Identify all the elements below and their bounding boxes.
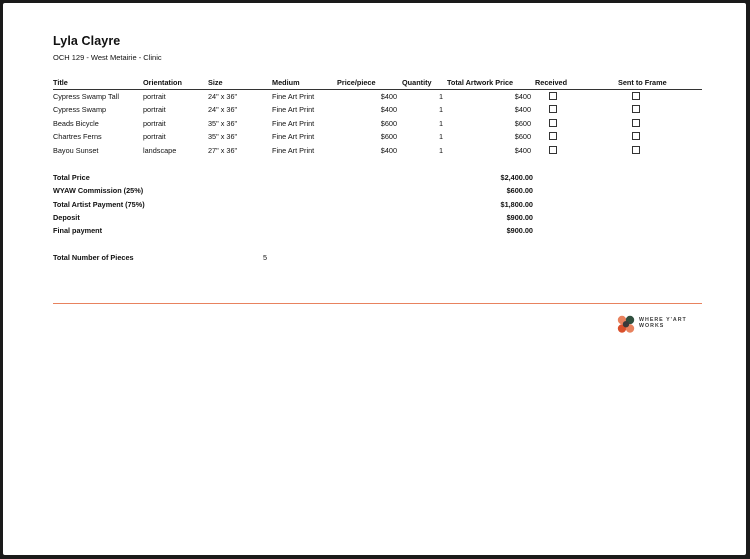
- cell-title: Bayou Sunset: [53, 146, 99, 155]
- received-checkbox[interactable]: [549, 119, 557, 127]
- cell-total: $600: [514, 132, 531, 141]
- cell-size: 24" x 36": [208, 105, 238, 114]
- total-pieces-label: Total Number of Pieces: [53, 253, 134, 262]
- cell-medium: Fine Art Print: [272, 119, 315, 128]
- cell-medium: Fine Art Print: [272, 132, 315, 141]
- header-received: Received: [535, 78, 568, 87]
- header-quantity: Quantity: [402, 78, 432, 87]
- artist-payment-value: $1,800.00: [500, 200, 533, 209]
- header-medium: Medium: [272, 78, 300, 87]
- cell-orientation: portrait: [143, 119, 166, 128]
- cell-title: Beads Bicycle: [53, 119, 99, 128]
- logo-line-1: WHERE Y'ART: [639, 317, 687, 323]
- sent-to-frame-checkbox[interactable]: [632, 119, 640, 127]
- sent-to-frame-checkbox[interactable]: [632, 132, 640, 140]
- header-sent-to-frame: Sent to Frame: [618, 78, 667, 87]
- cell-quantity: 1: [438, 146, 444, 155]
- artist-name: Lyla Clayre: [53, 34, 121, 48]
- cell-size: 35" x 36": [208, 132, 238, 141]
- logo-mark-icon: [617, 315, 637, 335]
- received-checkbox[interactable]: [549, 146, 557, 154]
- deposit-value: $900.00: [506, 213, 533, 222]
- cell-price: $400: [380, 105, 397, 114]
- cell-size: 24" x 36": [208, 92, 238, 101]
- deposit-label: Deposit: [53, 213, 80, 222]
- sent-to-frame-checkbox[interactable]: [632, 146, 640, 154]
- sent-to-frame-checkbox[interactable]: [632, 92, 640, 100]
- cell-orientation: portrait: [143, 105, 166, 114]
- cell-size: 35" x 36": [208, 119, 238, 128]
- cell-orientation: portrait: [143, 132, 166, 141]
- cell-price: $400: [380, 146, 397, 155]
- received-checkbox[interactable]: [549, 92, 557, 100]
- cell-orientation: landscape: [143, 146, 177, 155]
- cell-quantity: 1: [438, 105, 444, 114]
- cell-orientation: portrait: [143, 92, 166, 101]
- header-price-piece: Price/piece: [337, 78, 376, 87]
- total-price-label: Total Price: [53, 173, 90, 182]
- header-divider: [53, 89, 702, 90]
- cell-total: $400: [514, 92, 531, 101]
- cell-total: $600: [514, 119, 531, 128]
- cell-total: $400: [514, 146, 531, 155]
- total-pieces-value: 5: [263, 253, 268, 262]
- cell-price: $600: [380, 119, 397, 128]
- cell-quantity: 1: [438, 119, 444, 128]
- footer-divider: [53, 303, 702, 304]
- received-checkbox[interactable]: [549, 105, 557, 113]
- header-orientation: Orientation: [143, 78, 182, 87]
- cell-quantity: 1: [438, 132, 444, 141]
- cell-medium: Fine Art Print: [272, 92, 315, 101]
- header-size: Size: [208, 78, 223, 87]
- header-title: Title: [53, 78, 68, 87]
- logo-wordmark: [639, 317, 687, 330]
- cell-medium: Fine Art Print: [272, 146, 315, 155]
- header-total-artwork-price: Total Artwork Price: [447, 78, 514, 87]
- commission-value: $600.00: [506, 186, 533, 195]
- cell-title: Chartres Ferns: [53, 132, 102, 141]
- document-page: [3, 3, 746, 555]
- location-line: OCH 129 - West Metairie - Clinic: [53, 53, 162, 62]
- final-payment-label: Final payment: [53, 226, 103, 235]
- cell-size: 27" x 36": [208, 146, 238, 155]
- total-price-value: $2,400.00: [500, 173, 533, 182]
- cell-title: Cypress Swamp Tall: [53, 92, 119, 101]
- received-checkbox[interactable]: [549, 132, 557, 140]
- cell-total: $400: [514, 105, 531, 114]
- cell-quantity: 1: [438, 92, 444, 101]
- final-payment-value: $900.00: [506, 226, 533, 235]
- cell-price: $400: [380, 92, 397, 101]
- logo-line-2: WORKS: [639, 323, 665, 330]
- sent-to-frame-checkbox[interactable]: [632, 105, 640, 113]
- artist-payment-label: Total Artist Payment (75%): [53, 200, 145, 209]
- where-yart-works-logo: [617, 315, 707, 337]
- cell-price: $600: [380, 132, 397, 141]
- commission-label: WYAW Commission (25%): [53, 186, 144, 195]
- cell-title: Cypress Swamp: [53, 105, 107, 114]
- cell-medium: Fine Art Print: [272, 105, 315, 114]
